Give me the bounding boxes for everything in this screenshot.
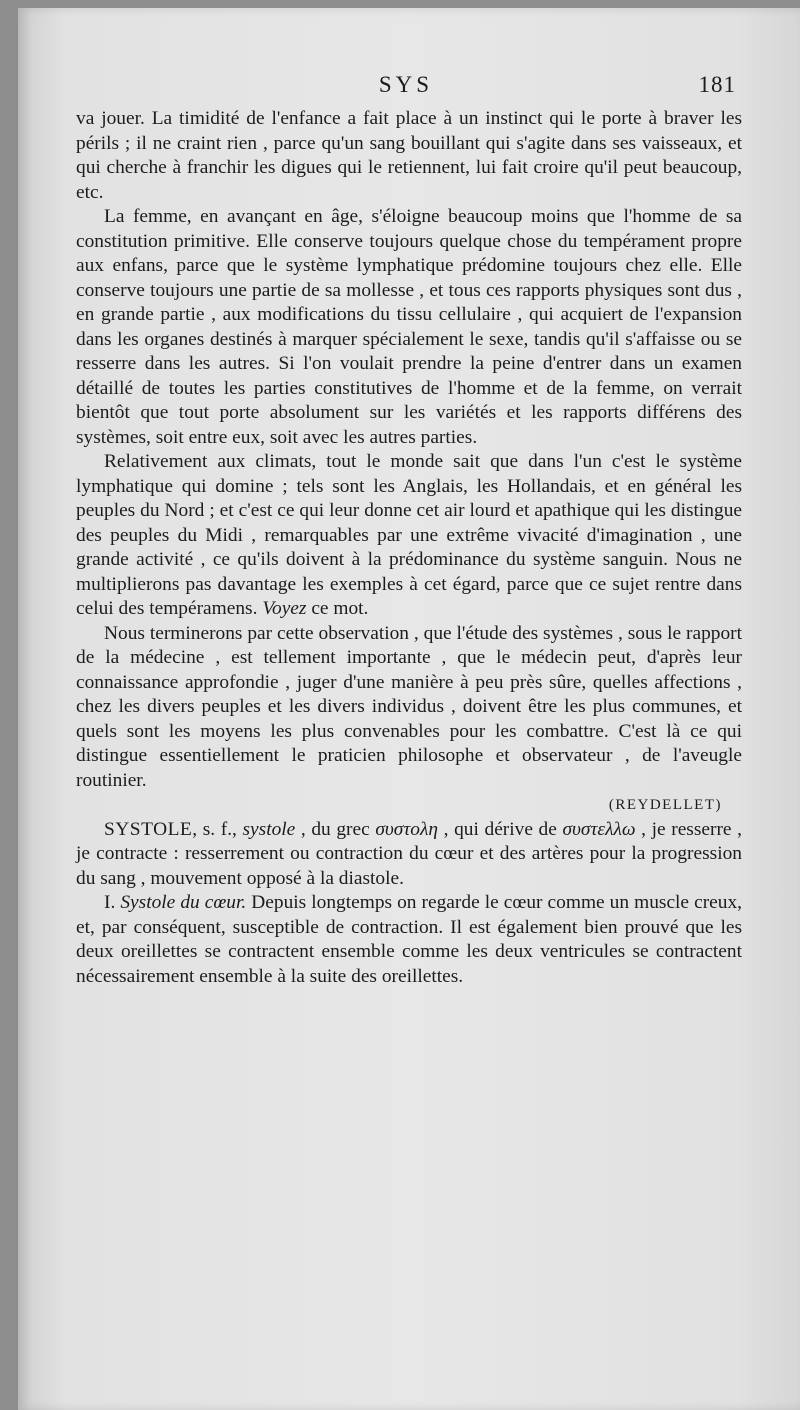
book-page xyxy=(18,8,800,1410)
entry-headword: SYSTOLE xyxy=(104,818,193,840)
section-one xyxy=(76,891,742,989)
paragraph-2: La femme, en avançant en âge, s'éloigne beaucoup moins que l'homme de sa constitution primitive. Elle conserve toujours quelque chose du tempérament propre aux enfans, parce que le système lymphatique prédomine toujours chez elle. Elle conserve toujours une partie de sa mollesse , et tous ces rapports physiques sont dus , en grande partie , aux modifications du tissu cellulaire , qui acquiert de l'expansion dans les organes destinés à marquer spécialement le sexe, tandis qu'il s'affaisse ou se resserre dans les autres. Si l'on voulait prendre la peine d'entrer dans un examen détaillé de toutes les parties constitutives de l'homme et de la femme, on verrait bientôt que tout porte absolument sur les variétés et les rapports différens des systèmes, soit entre eux, soit avec les autres parties. xyxy=(76,206,742,448)
paragraph-1: va jouer. La timidité de l'enfance a fait place à un instinct qui le porte à braver les périls ; il ne craint rien , parce qu'un sang bouillant qui s'agite dans ses vaisseaux, et qui cherche à franchir les digues qui le retiennent, lui fait croire qu'il peut beaucoup, etc. xyxy=(76,108,742,203)
section-number: I. xyxy=(104,892,121,913)
section-title: Systole du cœur. xyxy=(120,892,247,913)
voyez-reference: Voyez xyxy=(262,598,307,619)
greek-word-2: συστελλω xyxy=(562,818,636,840)
signature-line xyxy=(76,793,742,818)
entry-etymology: , du grec xyxy=(295,818,376,840)
page-header xyxy=(76,72,736,106)
page-body xyxy=(76,107,742,989)
greek-word-1: συστολη xyxy=(375,818,439,840)
voyez-rest: ce mot. xyxy=(306,598,369,619)
running-head: SYS xyxy=(378,72,434,97)
section-text: Depuis longtemps on regarde le cœur comme un muscle creux, et, par conséquent, susceptible de contraction. Il est également bien prouvé que les deux oreillettes se contractent ensemble comme les deux ventricules se contractent nécessairement ensemble à la suite des oreillettes. xyxy=(76,892,742,987)
author-signature: (REYDELLET) xyxy=(608,797,722,813)
entry-pos: , s. f., xyxy=(192,818,243,840)
paragraph-3-text: Relativement aux climats, tout le monde sait que dans l'un c'est le système lymphatique qui domine ; tels sont les Anglais, les Hollandais, et en général les peuples du Nord ; et c'est ce qui leur donne cet air lourd et apathique qui les distingue des peuples du Midi , remarquables par une extrême vivacité d'imagination , une grande activité , ce qu'ils doivent à la prédominance du système sanguin. Nous ne multiplierons pas davantage les exemples à cet égard, parce que ce sujet rentre dans celui des tempéramens. xyxy=(76,451,742,619)
entry-definition: , je resserre , je contracte : resserrement ou contraction du cœur et des artères pour la progression du sang , mouvement opposé à la diastole. xyxy=(76,818,742,889)
paragraph-3 xyxy=(76,450,742,622)
entry-term: systole xyxy=(242,818,296,840)
entry-derive: , qui dérive de xyxy=(438,818,563,840)
page-number: 181 xyxy=(698,72,736,97)
paragraph-4: Nous terminerons par cette observation , que l'étude des systèmes , sous le rapport de la médecine , est tellement importante , que le médecin peut, d'après leur connaissance approfondie , juger d'une manière à peu près sûre, quelles affections , chez les divers peuples et les divers individus , doivent être les plus communes, et quels sont les moyens les plus convenables pour les combattre. C'est là ce qui distingue essentiellement le praticien philosophe et observateur , de l'aveugle routinier. xyxy=(76,622,742,791)
systole-entry xyxy=(76,818,742,892)
